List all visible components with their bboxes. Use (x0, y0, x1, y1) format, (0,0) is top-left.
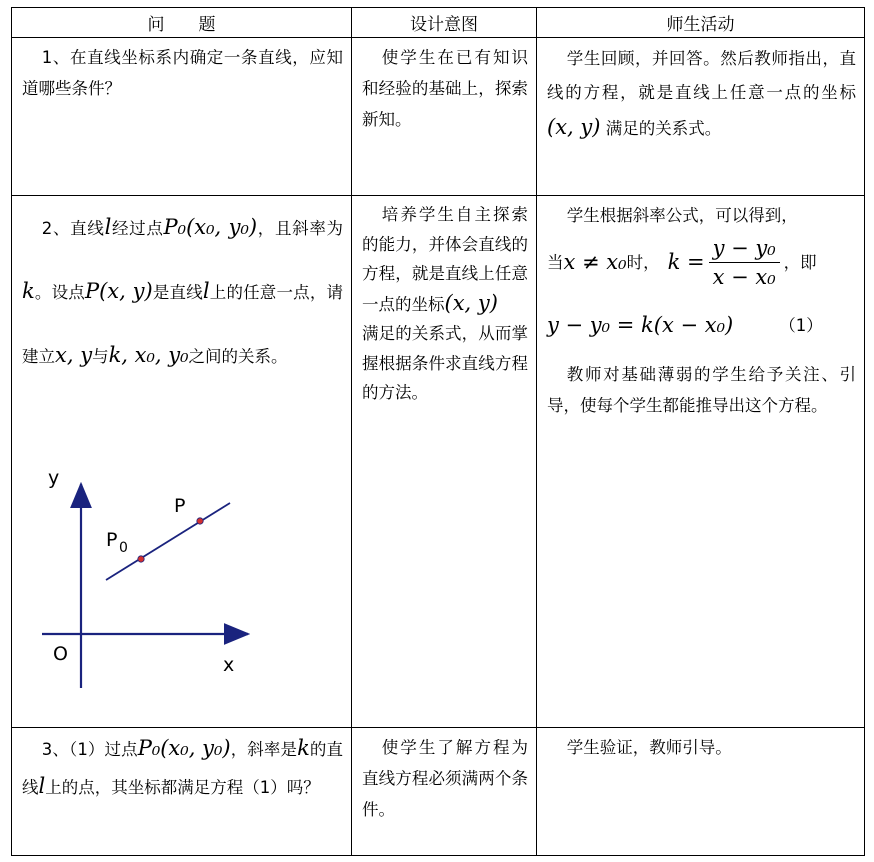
slope-fraction (709, 234, 780, 291)
fraction-numerator: y − y₀ (709, 234, 780, 263)
row1-question-cell (12, 38, 352, 196)
row2-activity-cell (537, 196, 865, 728)
fig-label-p: P (174, 495, 186, 517)
row2-activity-end: 教师对基础薄弱的学生给予关注、引导，使每个学生都能推导出这个方程。 (547, 365, 856, 415)
q-text: 上的点，其坐标都满足方程（1）吗？ (45, 778, 320, 797)
header-row (12, 8, 865, 38)
header-design: 设计意图 (352, 8, 537, 38)
row1-question: 1、在直线坐标系内确定一条直线，应知道哪些条件？ (22, 48, 343, 98)
row2-activity-condition (537, 231, 864, 293)
q-text: 的直线 (22, 740, 343, 797)
row3-question (12, 728, 351, 806)
q-text: 与 (92, 347, 109, 366)
math-k-eq: k = (667, 249, 705, 274)
header-question: 问 题 (12, 8, 352, 38)
q-text: 经过点 (111, 219, 164, 238)
q-text: 之间的关系。 (188, 347, 288, 366)
math-p0: P₀(x₀, y₀) (137, 736, 231, 760)
row1-activity-math: (x, y) (547, 115, 601, 139)
math-l: l (38, 774, 46, 798)
math-xy: x, y (55, 343, 93, 367)
fig-label-p0-sub: 0 (119, 540, 128, 556)
q-text: 上的任意一点，请建立 (22, 283, 344, 366)
fraction-denominator: x − x₀ (712, 264, 776, 289)
q-text: 。设点 (34, 283, 85, 302)
row3-activity: 学生验证，教师引导。 (566, 738, 732, 757)
row2-design-cell (352, 196, 537, 728)
math-l: l (104, 215, 112, 239)
row2-activity-intro: 学生根据斜率公式，可以得到， (566, 206, 798, 225)
q-text: 2、直线 (41, 219, 105, 238)
row2-question-cell (12, 196, 352, 728)
math-p: P(x, y) (84, 279, 153, 303)
fig-label-p0: P (106, 529, 118, 551)
q-text: ，斜率是 (230, 740, 298, 759)
q-text: ，且斜率为 (257, 219, 344, 238)
row3-question-cell (12, 728, 352, 856)
math-xy-pair: (x, y) (444, 290, 498, 315)
table-row (12, 728, 865, 856)
q-text: 3、（1）过点 (41, 740, 138, 759)
fig-label-o: O (53, 643, 68, 665)
math-kxy: k, x₀, y₀ (108, 343, 189, 367)
row1-activity-cell (537, 38, 865, 196)
header-activity: 师生活动 (537, 8, 865, 38)
coordinate-figure (32, 468, 292, 708)
point-p0-dot (138, 556, 144, 562)
act-when: 当 (547, 252, 564, 272)
row1-design: 使学生在已有知识和经验的基础上，探索新知。 (362, 48, 528, 129)
row1-activity-end: 满足的关系式。 (605, 119, 722, 138)
point-p-dot (197, 518, 203, 524)
act-shi: 时， (626, 252, 660, 272)
row2-design (352, 196, 536, 408)
row3-activity-cell (537, 728, 865, 856)
point-slope-equation: y − y₀ = k(x − x₀) (547, 312, 734, 337)
act-ji: ，即 (783, 252, 817, 272)
math-p0: P₀(x₀, y₀) (163, 215, 258, 239)
lesson-table (11, 7, 865, 856)
table-row (12, 196, 865, 728)
fig-label-x: x (223, 654, 235, 676)
row1-activity (537, 38, 864, 146)
math-cond: x ≠ x₀ (563, 249, 627, 274)
row2-design-text: 培养学生自主探索的能力，并体会直线的方程，就是直线上任意一点的坐标 (362, 205, 528, 314)
fig-label-y: y (48, 468, 60, 489)
q-text: 是直线 (152, 283, 203, 302)
row2-equation-line (537, 293, 864, 353)
row2-question (12, 196, 351, 388)
row1-design-cell (352, 38, 537, 196)
math-l: l (202, 279, 210, 303)
table-row (12, 38, 865, 196)
row1-activity-text: 学生回顾，并回答。然后教师指出，直线的方程，就是直线上任意一点的坐标 (547, 49, 856, 102)
math-k: k (297, 736, 310, 760)
equation-number: （1） (779, 315, 823, 335)
row3-design: 使学生了解方程为直线方程必须满两个条件。 (362, 738, 528, 819)
math-k: k (22, 279, 35, 303)
row2-design-end: 满足的关系式，从而掌握根据条件求直线方程的方法。 (362, 324, 528, 402)
row3-design-cell (352, 728, 537, 856)
